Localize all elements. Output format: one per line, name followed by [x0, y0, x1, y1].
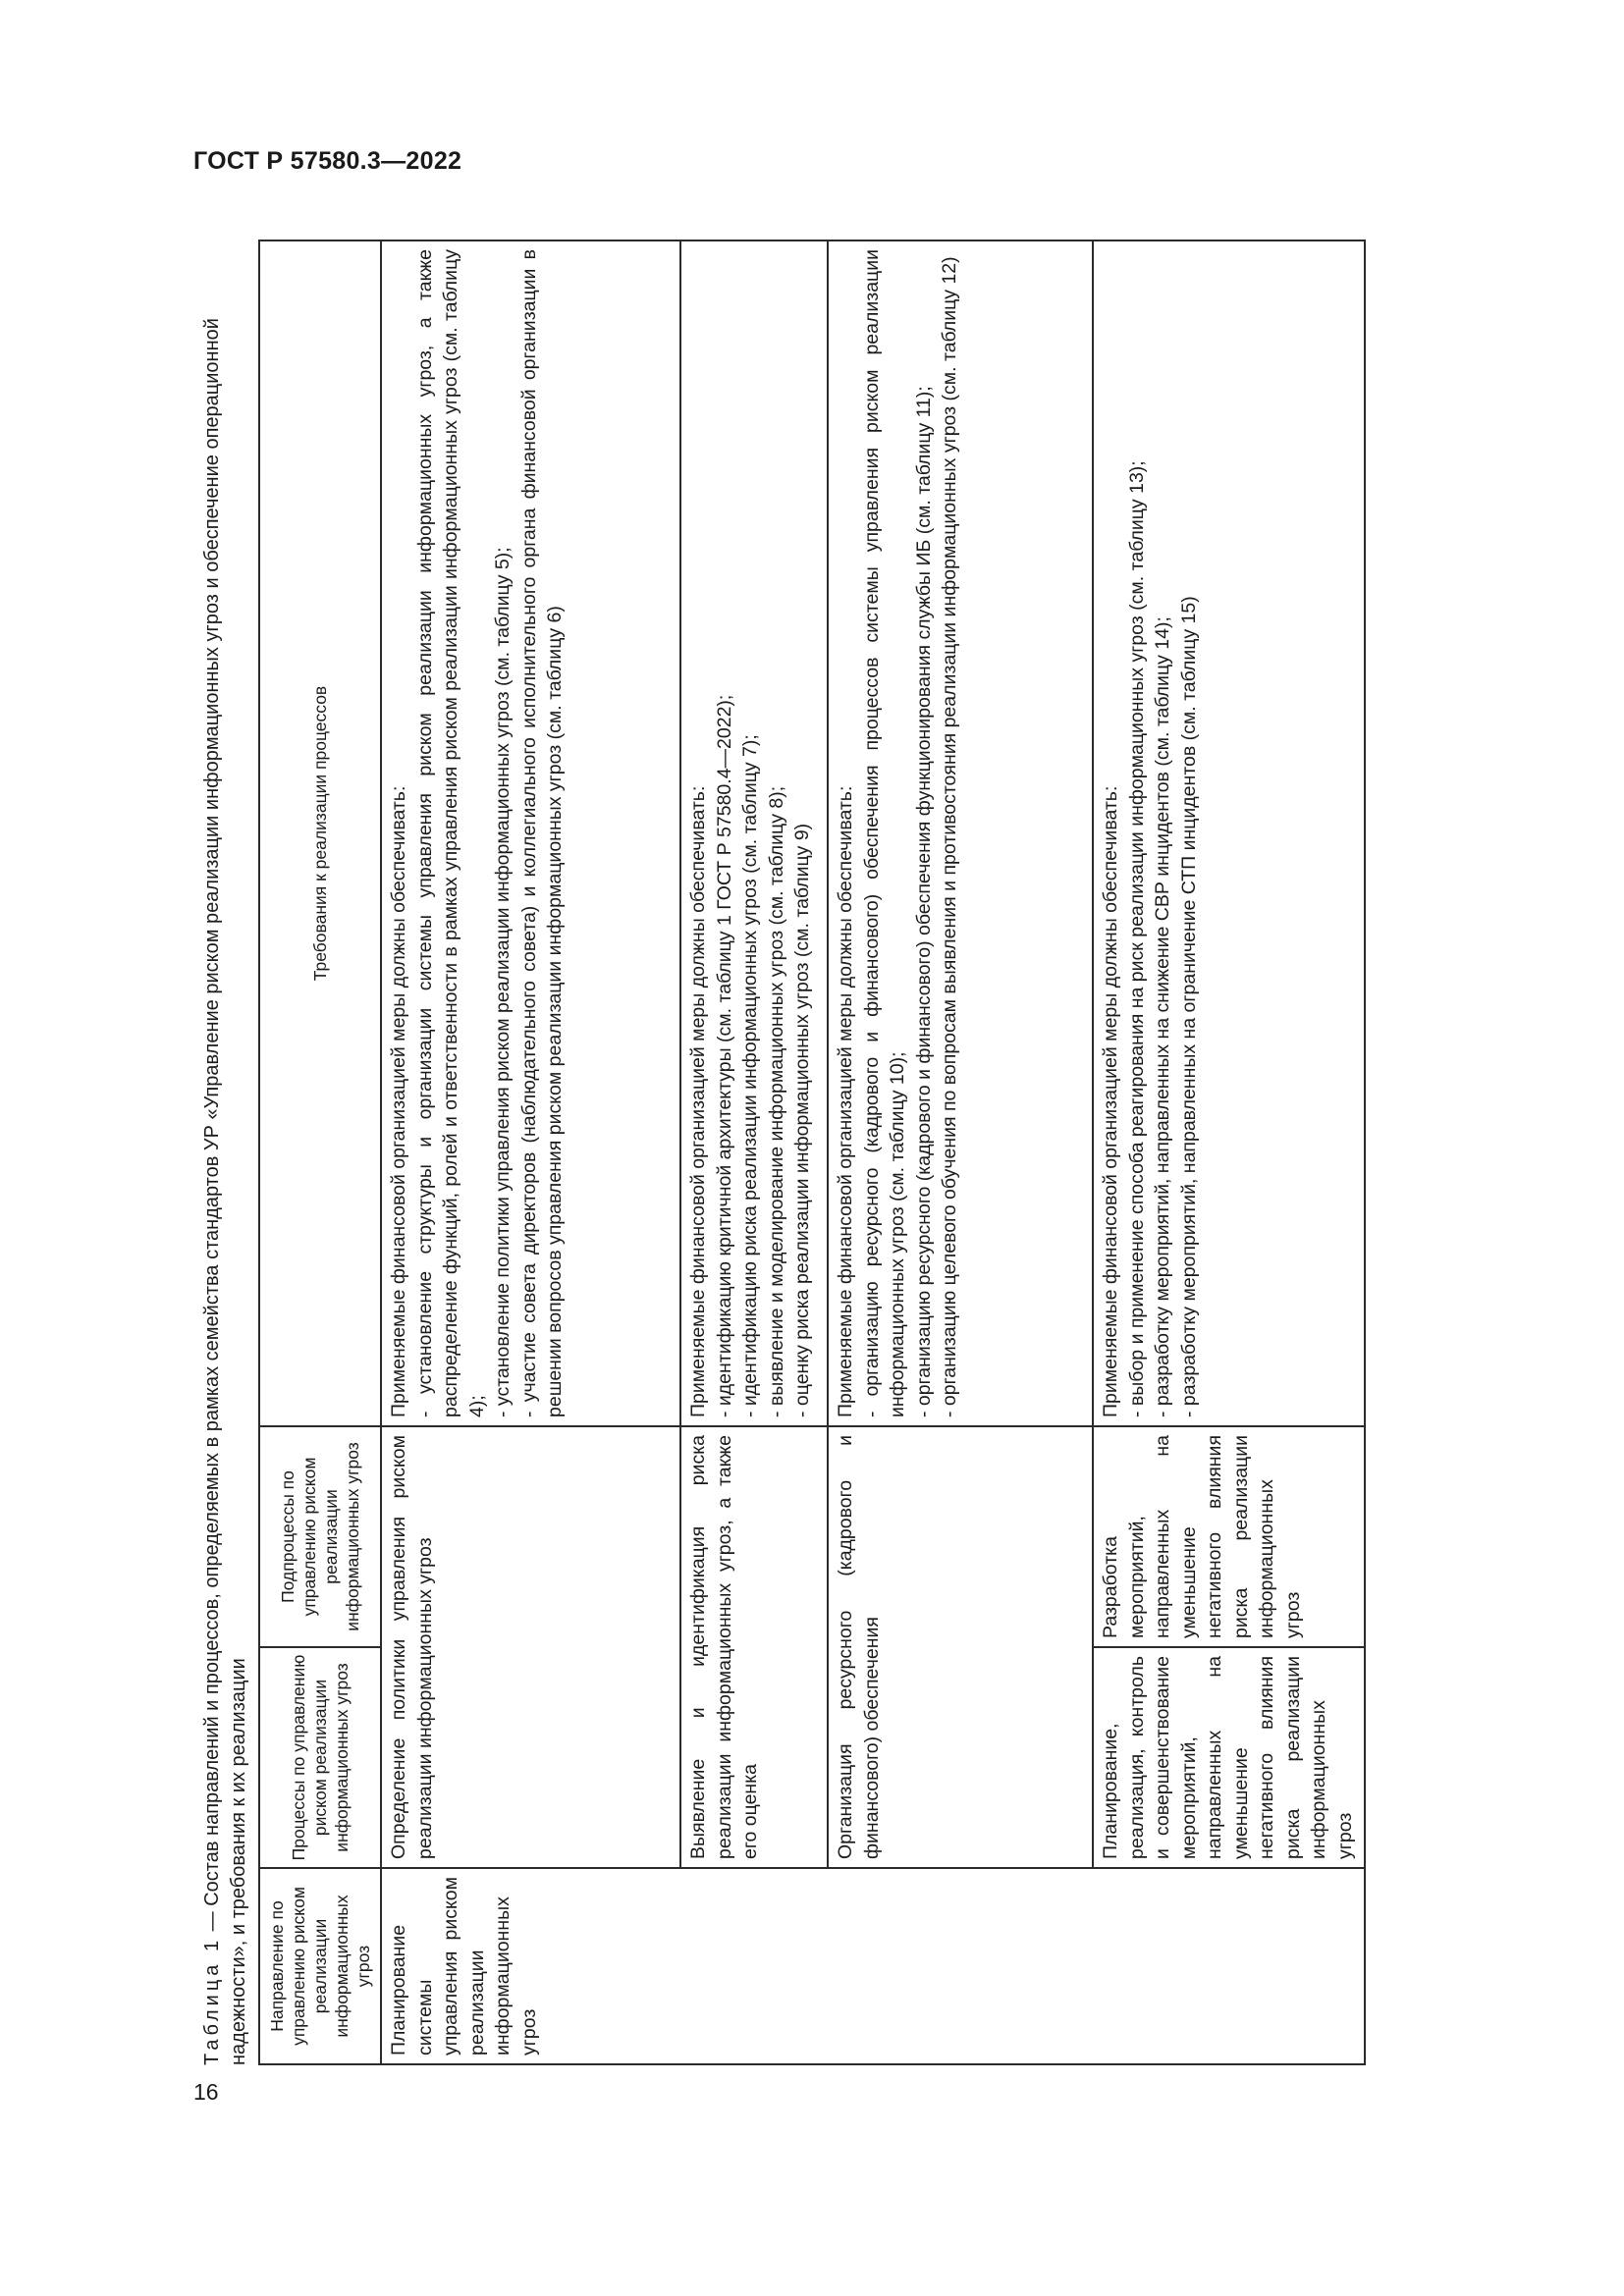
requirement-item: - организацию ресурсного (кадрового и финансового) обеспечения функционирования службы ИБ (см. таблицу 11); — [912, 386, 935, 1417]
process-cell: Организация ресурсного (кадрового и финансового) обеспечения — [828, 1426, 1093, 1868]
requirements-cell — [381, 240, 680, 1426]
requirement-item: - оценку риска реализации информационных угроз (см. таблицу 9) — [791, 823, 813, 1417]
requirements-cell — [828, 240, 1093, 1426]
subprocess-cell: Разработка мероприятий, направленных на уменьшение негативного влияния риска реализации информационных угроз — [1093, 1426, 1365, 1647]
requirements-cell — [1093, 240, 1365, 1426]
requirement-item: - установление структуры и организации системы управления риском реализации информационных угроз, а также распределение функций, ролей и ответственности в рамках управления риском реализации информационных угроз (см. таблицу 4); — [413, 249, 488, 1417]
requirement-item: - разработку мероприятий, направленных на ограничение СТП инцидентов (см. таблицу 15) — [1177, 596, 1200, 1417]
requirements-intro: Применяемые финансовой организацией меры должны обеспечивать: — [388, 785, 409, 1417]
rotated-table-block — [199, 240, 1436, 2065]
table-row — [680, 240, 828, 2064]
requirement-item: - выявление и моделирование информационных угроз (см. таблицу 8); — [765, 785, 787, 1417]
caption-text: — Состав направлений и процессов, определяемых в рамках семейства стандартов УР «Управление риском реализации информационных угроз и обеспечение операционной надежности», и требования к их реализации — [201, 318, 249, 2065]
process-cell: Планирование, реализация, контроль и совершенствование мероприятий, направленных на уменьшение негативного влияния риска реализации информационных угроз — [1093, 1647, 1365, 1868]
table-header-row — [259, 240, 381, 2064]
header-requirements: Требования к реализации процессов — [259, 240, 381, 1426]
table-row — [381, 240, 680, 2064]
requirement-item: - идентификацию критичной архитектуры (см. таблицу 1 ГОСТ Р 57580.4—2022); — [713, 694, 735, 1417]
process-cell: Определение политики управления риском реализации информационных угроз — [381, 1426, 680, 1868]
table-row — [828, 240, 1093, 2064]
requirements-cell — [680, 240, 828, 1426]
header-process: Процессы по управлению риском реализации информационных угроз — [259, 1647, 381, 1868]
requirements-intro: Применяемые финансовой организацией меры должны обеспечивать: — [687, 785, 709, 1417]
standard-designation: ГОСТ Р 57580.3—2022 — [193, 147, 462, 175]
requirement-item: - выбор и применение способа реагирования на риск реализации информационных угроз (см. таблицу 13); — [1125, 460, 1148, 1417]
table-row — [1093, 240, 1365, 2064]
requirement-item: - участие совета директоров (наблюдательного совета) и коллегиального исполнительного органа финансовой организации в решении вопросов управления риском реализации информационных угроз (см. таблицу 6) — [517, 249, 566, 1417]
processes-table — [258, 240, 1366, 2065]
requirements-intro: Применяемые финансовой организацией меры должны обеспечивать: — [835, 785, 856, 1417]
requirement-item: - организацию целевого обучения по вопросам выявления и противостояния реализации информационных угроз (см. таблицу 12) — [939, 256, 960, 1417]
header-direction: Направление по управлению риском реализации информационных угроз — [259, 1868, 381, 2064]
page-number: 16 — [193, 2079, 219, 2105]
header-subprocess: Подпроцессы по управлению риском реализации информационных угроз — [259, 1426, 381, 1647]
direction-cell: Планирование системы управления риском реализации информационных угроз — [381, 1868, 1365, 2064]
table-caption — [199, 240, 252, 2065]
requirement-item: - разработку мероприятий, направленных на снижение СВР инцидентов (см. таблицу 14); — [1152, 616, 1173, 1417]
process-cell: Выявление и идентификация риска реализации информационных угроз, а также его оценка — [680, 1426, 828, 1868]
caption-label: Таблица 1 — [201, 1936, 223, 2065]
requirement-item: - установление политики управления риском реализации информационных угроз (см. таблицу 5); — [492, 547, 514, 1417]
requirement-item: - организацию ресурсного (кадрового и финансового) обеспечения процессов системы управления риском реализации информационных угроз (см. таблицу 10); — [860, 249, 908, 1417]
requirement-item: - идентификацию риска реализации информационных угроз (см. таблицу 7); — [739, 734, 761, 1417]
requirements-intro: Применяемые финансовой организацией меры должны обеспечивать: — [1100, 785, 1121, 1417]
